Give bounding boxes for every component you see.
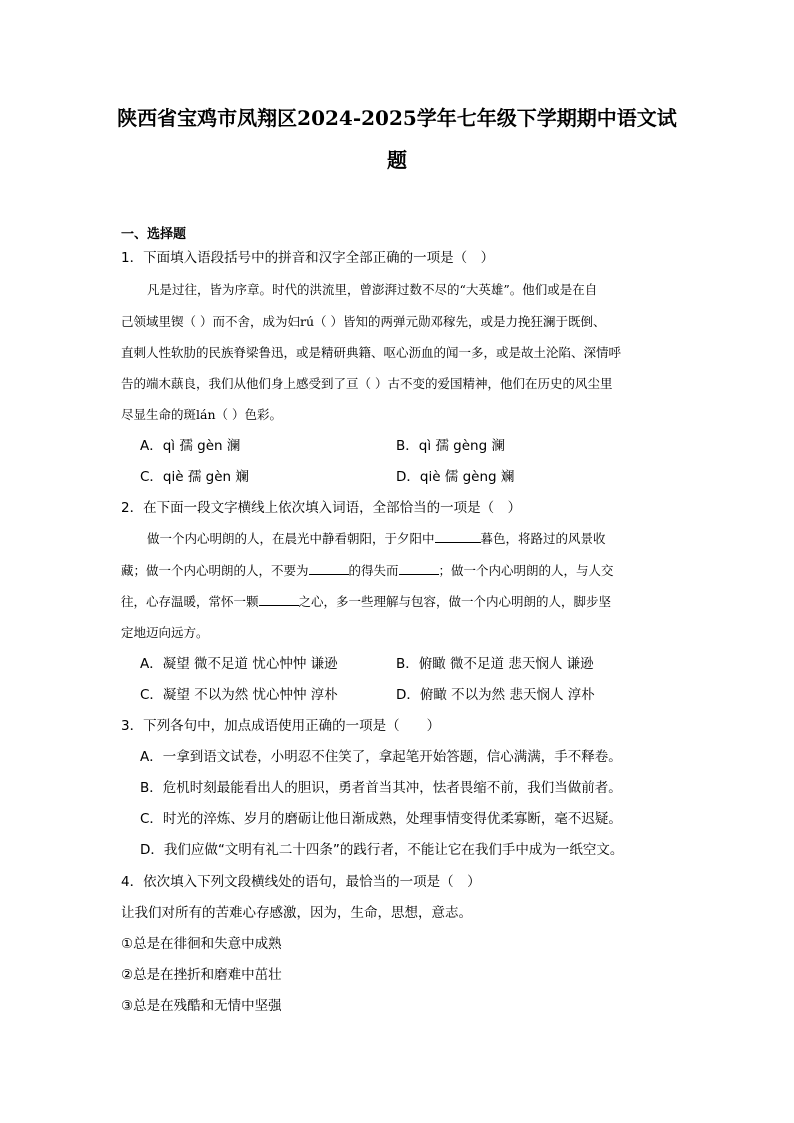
q2-text-segment: 之心，多一些理解与包容，做一个内心明朗的人，脚步坚 (298, 594, 612, 609)
q2-text-segment: 做一个内心明朗的人，在晨光中静看朝阳，于夕阳中 (147, 531, 435, 546)
q1-option-b: B．qì 孺 gèng 澜 (396, 438, 505, 454)
section-heading: 一、选择题 (121, 227, 187, 242)
fill-blank-line (309, 562, 349, 575)
q2-passage-line (121, 593, 676, 611)
question-1-stem: 1．下面填入语段括号中的拼音和汉字全部正确的一项是（ ） (121, 250, 495, 266)
q1-passage-line: 己领域里锲（ ）而不舍，成为妇rú（ ）皆知的两弹元勋邓稼先，或是力挽狂澜于既倒、 (121, 314, 606, 329)
q2-option-c: C．凝望 不以为然 忧心忡忡 淳朴 (140, 687, 338, 703)
q1-option-a: A．qì 孺 gèn 澜 (140, 438, 241, 454)
q2-text-segment: 藏；做一个内心明朗的人，不要为 (121, 563, 309, 578)
question-2-stem: 2．在下面一段文字横线上依次填入词语，全部恰当的一项是（ ） (121, 500, 522, 516)
question-3-stem: 3．下列各句中，加点成语使用正确的一项是（ ） (121, 718, 441, 734)
q2-text-segment: ；做一个内心明朗的人，与人交 (438, 563, 614, 578)
q2-option-d: D．俯瞰 不以为然 悲天悯人 淳朴 (396, 687, 595, 703)
q2-text-segment: 暮色，将路过的风景收 (480, 531, 606, 546)
q1-option-d: D．qiè 儒 gèng 斓 (396, 469, 515, 485)
q2-passage-line: 定地迈向远方。 (121, 625, 209, 640)
q3-option-a: A．一拿到语文试卷，小明忍不住笑了，拿起笔开始答题，信心满满，手不释卷。 (140, 749, 622, 765)
q1-option-c: C．qiè 孺 gèn 斓 (140, 469, 249, 485)
q4-passage: 让我们对所有的苦难心存感激，因为，生命，思想，意志。 (121, 905, 472, 921)
fill-blank-line (259, 593, 299, 606)
q4-sentence-3: ③总是在残酷和无情中坚强 (121, 998, 282, 1014)
q2-option-a: A．凝望 微不足道 忧心忡忡 谦逊 (140, 656, 338, 672)
q4-sentence-1: ①总是在徘徊和失意中成熟 (121, 936, 282, 952)
q2-text-segment: 往，心存温暖，常怀一颗 (121, 594, 259, 609)
fill-blank-line (399, 562, 439, 575)
q1-passage-line: 告的端木蕻良，我们从他们身上感受到了亘（ ）古不变的爱国精神，他们在历史的风尘里 (121, 376, 613, 391)
q3-option-c: C．时光的淬炼、岁月的磨砺让他日渐成熟，处理事情变得优柔寡断，毫不迟疑。 (140, 811, 622, 827)
q2-text-segment: 的得失而 (348, 563, 399, 578)
q2-option-b: B．俯瞰 微不足道 悲天悯人 谦逊 (396, 656, 594, 672)
page-title-continued: 题 (387, 148, 407, 172)
q2-passage-line (121, 562, 676, 580)
question-4-stem: 4．依次填入下列文段横线处的语句，最恰当的一项是（ ） (121, 874, 481, 890)
q1-passage-line: 直刺人性软肋的民族脊梁鲁迅，或是精研典籍、呕心沥血的闻一多，或是故土沦陷、深情呼 (121, 345, 622, 360)
q3-option-d: D．我们应做“文明有礼二十四条”的践行者，不能让它在我们手中成为一纸空文。 (140, 842, 624, 858)
q3-option-b: B．危机时刻最能看出人的胆识，勇者首当其冲，怯者畏缩不前，我们当做前者。 (140, 780, 622, 796)
page-title: 陕西省宝鸡市凤翔区2024-2025学年七年级下学期期中语文试 (117, 106, 677, 130)
q4-sentence-2: ②总是在挫折和磨难中茁壮 (121, 967, 282, 983)
fill-blank-line (435, 530, 481, 543)
q2-passage-line (147, 530, 702, 548)
q1-passage-line: 尽显生命的斑lán（ ）色彩。 (121, 407, 282, 422)
q1-passage-line: 凡是过往，皆为序章。时代的洪流里，曾澎湃过数不尽的“大英雄”。他们或是在自 (147, 282, 598, 297)
